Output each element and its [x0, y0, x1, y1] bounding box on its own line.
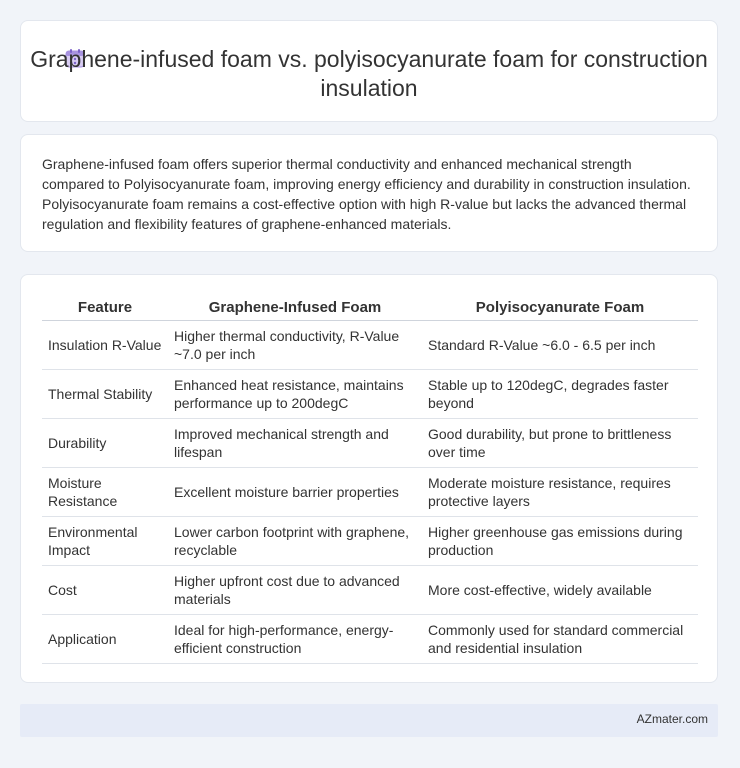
header-graphene: Graphene-Infused Foam	[168, 295, 422, 321]
feature-cell: Durability	[42, 419, 168, 468]
title-card	[20, 20, 718, 122]
graphene-cell: Improved mechanical strength and lifespan	[168, 419, 422, 468]
comparison-card	[20, 274, 718, 683]
footer-brand: AZmater.com	[636, 712, 708, 726]
page-title: Graphene-infused foam vs. polyisocyanurate foam for construction insulation	[30, 46, 708, 101]
feature-cell: Moisture Resistance	[42, 468, 168, 517]
graphene-cell: Excellent moisture barrier properties	[168, 468, 422, 517]
footer-bar	[20, 704, 718, 737]
summary-text: Graphene-infused foam offers superior thermal conductivity and enhanced mechanical strength compared to Polyisocyanurate foam, improving energy efficiency and durability in construction insulation. Polyisocyanurate foam remains a cost-effective option with high R-value but lacks the advanced thermal regulation and flexibility features of graphene-enhanced materials.	[42, 156, 691, 232]
table-row	[42, 517, 698, 566]
graphene-cell: Lower carbon footprint with graphene, recyclable	[168, 517, 422, 566]
graphene-cell: Ideal for high-performance, energy-efficient construction	[168, 615, 422, 664]
comparison-table	[42, 295, 698, 664]
polyiso-cell: More cost-effective, widely available	[422, 566, 698, 615]
polyiso-cell: Standard R-Value ~6.0 - 6.5 per inch	[422, 321, 698, 370]
header-polyiso: Polyisocyanurate Foam	[422, 295, 698, 321]
polyiso-cell: Good durability, but prone to brittleness over time	[422, 419, 698, 468]
table-row	[42, 468, 698, 517]
polyiso-cell: Commonly used for standard commercial and residential insulation	[422, 615, 698, 664]
feature-cell: Thermal Stability	[42, 370, 168, 419]
polyiso-cell: Stable up to 120degC, degrades faster beyond	[422, 370, 698, 419]
feature-cell: Environmental Impact	[42, 517, 168, 566]
table-header-row	[42, 295, 698, 321]
polyiso-cell: Higher greenhouse gas emissions during production	[422, 517, 698, 566]
summary-card	[20, 134, 718, 252]
graphene-cell: Enhanced heat resistance, maintains performance up to 200degC	[168, 370, 422, 419]
feature-cell: Insulation R-Value	[42, 321, 168, 370]
table-row	[42, 566, 698, 615]
graphene-cell: Higher upfront cost due to advanced materials	[168, 566, 422, 615]
table-row	[42, 615, 698, 664]
feature-cell: Cost	[42, 566, 168, 615]
polyiso-cell: Moderate moisture resistance, requires protective layers	[422, 468, 698, 517]
table-row	[42, 419, 698, 468]
table-row	[42, 370, 698, 419]
graphene-cell: Higher thermal conductivity, R-Value ~7.0 per inch	[168, 321, 422, 370]
header-feature: Feature	[42, 295, 168, 321]
feature-cell: Application	[42, 615, 168, 664]
table-row	[42, 321, 698, 370]
